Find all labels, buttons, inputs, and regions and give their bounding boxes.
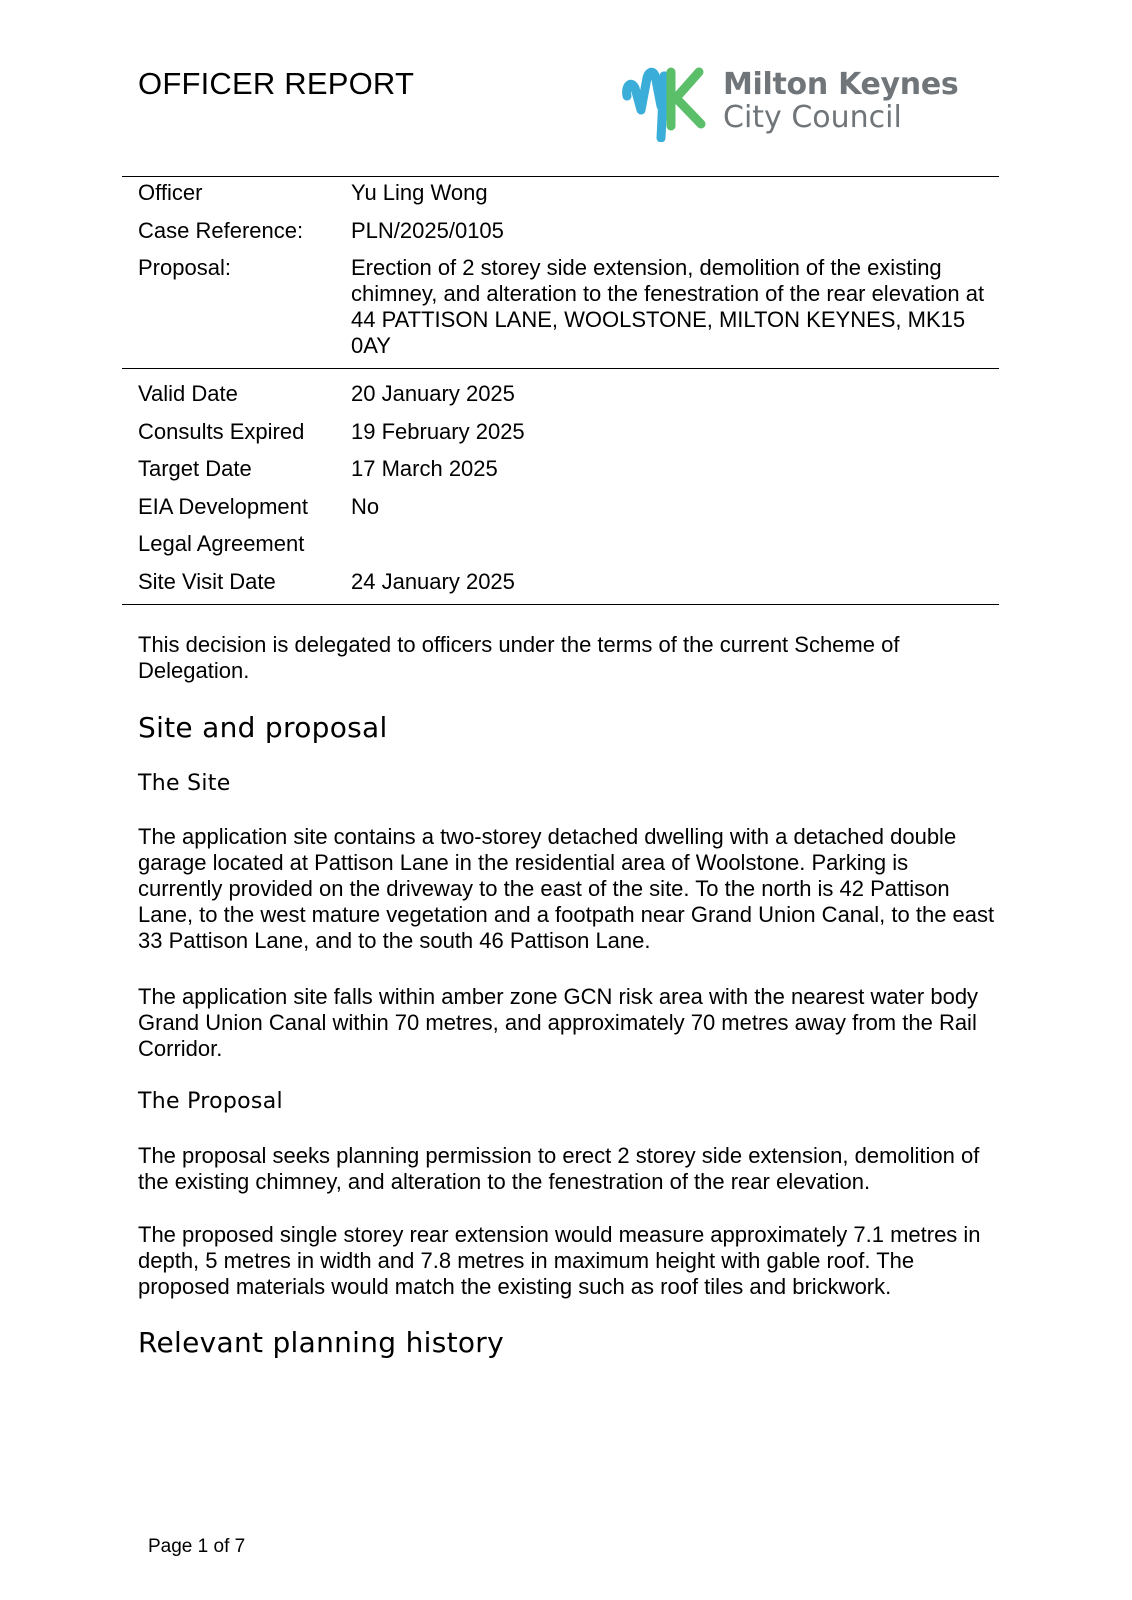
site-paragraph-1: The application site contains a two-storey detached dwelling with a detached double garage located at Pattison Lane in the residential area of Woolstone. Parking is currently provided on the driveway to the east of the site. To the north is 42 Pattison Lane, to the west mature vegetation and a footpath near Grand Union Canal, to the east 33 Pattison Lane, and to the south 46 Pattison Lane.	[138, 824, 995, 953]
site-paragraph-2: The application site falls within amber zone GCN risk area with the nearest water body Grand Union Canal within 70 metres, and approximately 70 metres away from the Rail Corridor.	[138, 984, 979, 1061]
section-heading-site-proposal: Site and proposal	[138, 711, 388, 744]
date-value	[351, 531, 998, 569]
date-label: Target Date	[138, 456, 252, 481]
case-details-table	[138, 180, 998, 359]
date-row	[138, 381, 998, 419]
council-logo	[621, 66, 996, 146]
mk-logo-icon	[621, 66, 717, 142]
proposal-paragraph-1: The proposal seeks planning permission to erect 2 storey side extension, demolition of the existing chimney, and alteration to the fenestration of the rear elevation.	[138, 1143, 980, 1194]
detail-label: Case Reference:	[138, 217, 304, 243]
detail-value: Yu Ling Wong	[351, 180, 488, 205]
subheading-the-site: The Site	[138, 771, 231, 796]
date-value: 19 February 2025	[351, 418, 525, 444]
date-row	[138, 569, 998, 607]
detail-value: Erection of 2 storey side extension, demolition of the existing chimney, and alteration to the fenestration of the rear elevation at 44 PATTISON LANE, WOOLSTONE, MILTON KEYNES, MK15 0AY	[351, 255, 985, 358]
date-label: Site Visit Date	[138, 568, 276, 594]
subheading-the-proposal: The Proposal	[138, 1089, 283, 1114]
date-row	[138, 456, 998, 494]
detail-row-case-reference	[138, 218, 998, 256]
detail-label: Proposal:	[138, 255, 231, 280]
detail-label: Officer	[138, 180, 203, 205]
detail-row-proposal	[138, 255, 998, 359]
logo-text	[723, 66, 958, 133]
proposal-paragraph-2: The proposed single storey rear extension would measure approximately 7.1 metres in depth, 5 metres in width and 7.8 metres in maximum height with gable roof. The proposed materials would match the existing such as roof tiles and brickwork.	[138, 1222, 981, 1299]
section-heading-planning-history: Relevant planning history	[138, 1326, 504, 1359]
detail-value: PLN/2025/0105	[351, 217, 504, 243]
middle-divider	[122, 368, 999, 369]
date-value: 20 January 2025	[351, 381, 515, 406]
date-label: Consults Expired	[138, 418, 305, 444]
date-value: 17 March 2025	[351, 456, 498, 481]
page-number: Page 1 of 7	[148, 1536, 246, 1557]
top-divider	[122, 176, 999, 177]
date-label: Valid Date	[138, 381, 238, 406]
date-row	[138, 494, 998, 532]
date-value: No	[351, 493, 380, 519]
delegation-paragraph: This decision is delegated to officers under the terms of the current Scheme of Delegation.	[138, 632, 900, 683]
date-label: EIA Development	[138, 493, 308, 519]
date-value: 24 January 2025	[351, 568, 515, 594]
bottom-divider	[122, 604, 999, 605]
date-label: Legal Agreement	[138, 531, 305, 556]
logo-subtitle: City Council	[723, 100, 902, 135]
detail-row-officer	[138, 180, 998, 218]
logo-name: Milton Keynes	[723, 67, 959, 102]
dates-table	[138, 381, 998, 606]
date-row	[138, 419, 998, 457]
date-row	[138, 531, 998, 569]
page-title: OFFICER REPORT	[138, 66, 415, 101]
